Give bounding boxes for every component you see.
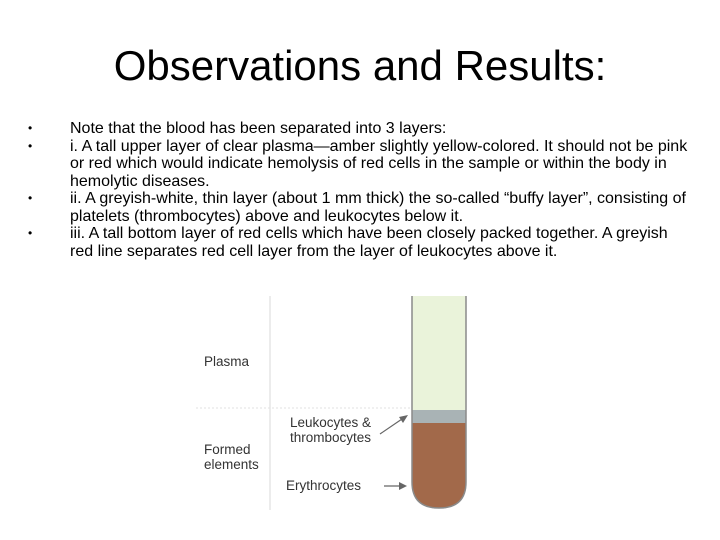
- bullet-dot: •: [28, 138, 33, 153]
- bullet-text: ii. A greyish-white, thin layer (about 1 mm thick) the so-called “buffy layer”, consisting of platelets (thrombocytes) above and leukocytes below it.: [70, 190, 686, 225]
- bullet-text: i. A tall upper layer of clear plasma—amber slightly yellow-colored. It should not be pink or red which would indicate hemolysis of red cells in the sample or within the body in hemolytic diseases.: [70, 137, 688, 190]
- leukocytes-arrow: [380, 419, 402, 434]
- bullet-dot: •: [28, 191, 33, 205]
- slide-title: Observations and Results:: [113, 42, 607, 89]
- erythrocyte-layer: [412, 423, 466, 508]
- bullet-text: Note that the blood has been separated into 3 layers:: [70, 120, 447, 137]
- formed-elements-label-line1: Formed: [204, 442, 251, 457]
- bullet-item: [28, 120, 688, 138]
- bullet-dot: •: [28, 226, 33, 240]
- plasma-layer: [412, 296, 466, 410]
- bullet-dot: •: [28, 121, 33, 135]
- bullet-list: [28, 120, 688, 260]
- leukocytes-arrowhead: [399, 415, 408, 423]
- erythrocytes-label: Erythrocytes: [286, 478, 362, 493]
- bullet-text: iii. A tall bottom layer of red cells which have been closely packed together. A greyish red line separates red cell layer from the layer of leukocytes above it.: [70, 225, 668, 260]
- plasma-label: Plasma: [204, 354, 250, 369]
- formed-elements-label-line2: elements: [204, 457, 259, 472]
- bullet-item: [28, 138, 688, 191]
- leukocytes-label-line1: Leukocytes &: [290, 415, 372, 430]
- leukocytes-label-line2: thrombocytes: [290, 430, 372, 445]
- erythrocytes-arrowhead: [399, 482, 407, 490]
- buffy-coat-layer: [412, 410, 466, 423]
- blood-tube-diagram: [196, 292, 476, 514]
- bullet-item: [28, 225, 688, 260]
- blood-tube-figure: [196, 292, 476, 514]
- bullet-item: [28, 190, 688, 225]
